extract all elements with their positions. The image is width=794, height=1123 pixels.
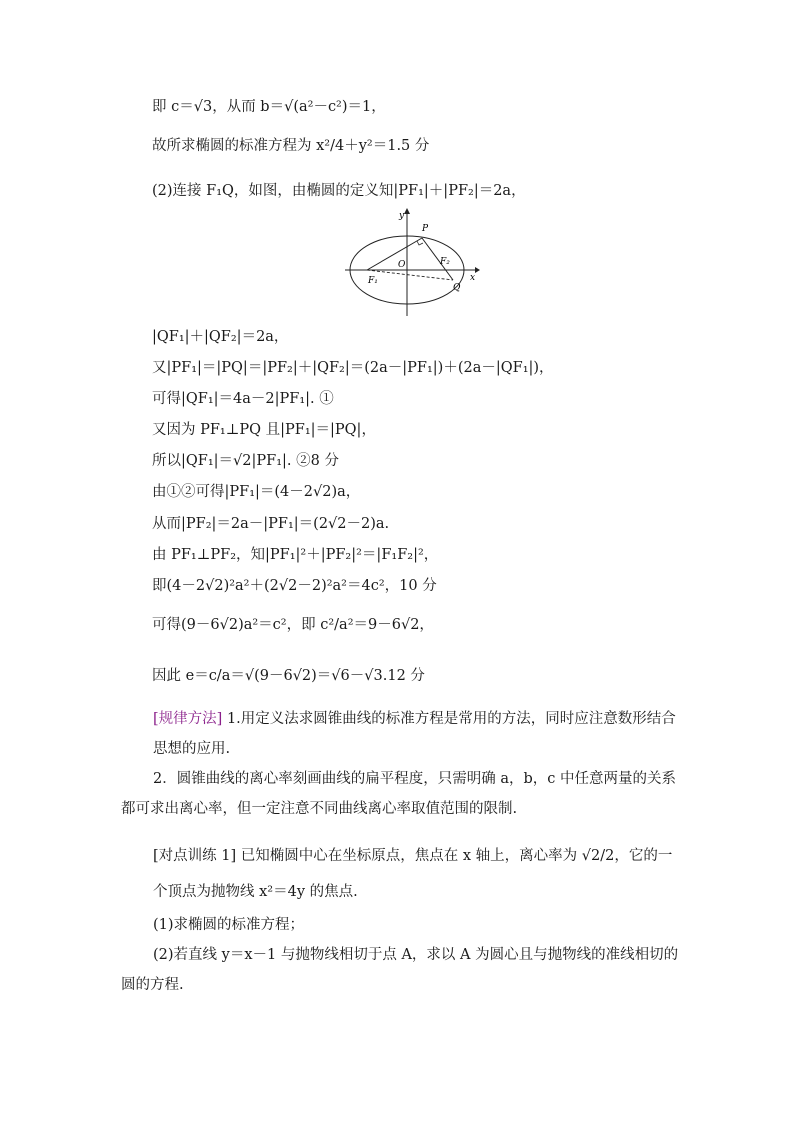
solution-line: 所以|QF₁|＝√2|PF₁|. ②8 分: [152, 453, 339, 469]
exercise-question-1: (1)求椭圆的标准方程；: [153, 917, 305, 933]
solution-line: 即(4－2√2)²a²＋(2√2－2)²a²＝4c²，10 分: [152, 578, 437, 594]
method-point-2: 2．圆锥曲线的离心率刻画曲线的扁平程度，只需明确 a，b，c 中任意两量的关系都可求出离心率，但一定注意不同曲线离心率取值范围的限制.: [121, 771, 676, 817]
label-y: y: [399, 211, 405, 221]
solution-line: 从而|PF₂|＝2a－|PF₁|＝(2√2－2)a.: [152, 516, 390, 532]
exercise-question-2: (2)若直线 y＝x－1 与抛物线相切于点 A，求以 A 为圆心且与抛物线的准线相切的圆的方程.: [121, 947, 679, 993]
solution-line: 可得|QF₁|＝4a－2|PF₁|. ①: [152, 391, 334, 407]
solution-line: 即 c＝√3，从而 b＝√(a²－c²)＝1，: [152, 99, 386, 115]
label-f2: F₂: [440, 257, 450, 267]
label-p: P: [422, 224, 429, 234]
segment-pf1: [367, 238, 422, 270]
solution-line: 因此 e＝c/a＝√(9－6√2)＝√6－√3.12 分: [152, 668, 425, 684]
label-o: O: [398, 260, 406, 270]
solution-line: 故所求椭圆的标准方程为 x²/4＋y²＝1.5 分: [152, 138, 430, 154]
exercise-intro: 已知椭圆中心在坐标原点，焦点在 x 轴上，离心率为 √2/2，它的一个顶点为抛物线 x²＝4y 的焦点.: [153, 848, 673, 900]
method-section: [121, 704, 681, 824]
solution-line: 又因为 PF₁⊥PQ 且|PF₁|＝|PQ|，: [152, 422, 376, 438]
right-angle-mark: [417, 241, 423, 245]
x-axis-arrow: [475, 267, 480, 273]
method-tag: [规律方法]: [153, 711, 223, 727]
ellipse-figure: [345, 208, 480, 316]
segment-f1q: [367, 270, 453, 280]
method-point-1: 1.用定义法求圆锥曲线的标准方程是常用的方法，同时应注意数形结合思想的应用.: [153, 711, 676, 757]
label-f1: F₁: [368, 276, 378, 286]
solution-line: |QF₁|＋|QF₂|＝2a，: [152, 329, 289, 345]
solution-line: 又|PF₁|＝|PQ|＝|PF₂|＋|QF₂|＝(2a－|PF₁|)＋(2a－|QF₁|)，: [152, 360, 554, 376]
solution-line: 由①②可得|PF₁|＝(4－2√2)a，: [152, 484, 361, 500]
label-x: x: [470, 273, 476, 283]
solution-line: 由 PF₁⊥PF₂，知|PF₁|²＋|PF₂|²＝|F₁F₂|²，: [152, 547, 439, 563]
exercise-section: [121, 838, 681, 1000]
y-axis-arrow: [404, 208, 410, 214]
solution-line: (2)连接 F₁Q，如图，由椭圆的定义知|PF₁|＋|PF₂|＝2a，: [152, 183, 526, 199]
exercise-tag: [对点训练 1]: [153, 848, 237, 864]
solution-line: 可得(9－6√2)a²＝c²，即 c²/a²＝9－6√2，: [152, 617, 434, 633]
label-q: Q: [453, 283, 461, 293]
